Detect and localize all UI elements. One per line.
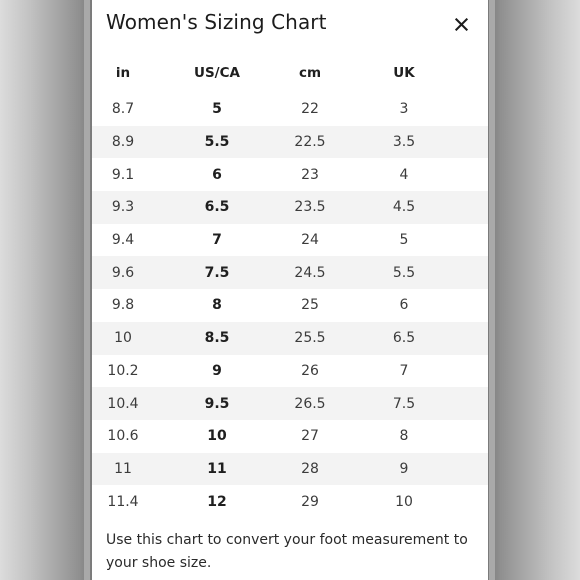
cell-in: 9.4 bbox=[111, 232, 135, 249]
cell-us-ca: 10 bbox=[207, 428, 227, 445]
table-row bbox=[92, 93, 488, 126]
cell-cm: 24.5 bbox=[294, 264, 326, 281]
header-cm: cm bbox=[298, 65, 322, 81]
cell-us-ca: 6.5 bbox=[204, 199, 230, 216]
cell-cm: 27 bbox=[301, 428, 319, 445]
header-us-ca: US/CA bbox=[194, 65, 240, 81]
cell-cm: 26 bbox=[301, 362, 319, 379]
modal-header bbox=[92, 0, 488, 52]
cell-us-ca: 12 bbox=[207, 493, 227, 510]
cell-us-ca: 5.5 bbox=[204, 134, 230, 151]
cell-in: 11 bbox=[114, 460, 132, 477]
table-row bbox=[92, 158, 488, 191]
table-row bbox=[92, 191, 488, 224]
cell-uk: 5.5 bbox=[392, 264, 416, 281]
cell-cm: 28 bbox=[301, 460, 319, 477]
header-in: in bbox=[115, 65, 131, 81]
table-row bbox=[92, 126, 488, 159]
cell-uk: 3.5 bbox=[392, 134, 416, 151]
cell-us-ca: 5 bbox=[212, 101, 222, 118]
footer-note: Use this chart to convert your foot measurement to your shoe size. bbox=[106, 532, 468, 571]
cell-us-ca: 7 bbox=[212, 232, 222, 249]
cell-uk: 4.5 bbox=[392, 199, 416, 216]
cell-uk: 3 bbox=[399, 101, 409, 118]
cell-in: 8.7 bbox=[111, 101, 135, 118]
cell-us-ca: 8 bbox=[212, 297, 222, 314]
table-row bbox=[92, 224, 488, 257]
cell-cm: 22 bbox=[301, 101, 319, 118]
cell-us-ca: 9 bbox=[212, 362, 222, 379]
cell-us-ca: 6 bbox=[212, 166, 222, 183]
cell-cm: 23 bbox=[301, 166, 319, 183]
cell-cm: 25 bbox=[301, 297, 319, 314]
cell-us-ca: 7.5 bbox=[204, 264, 230, 281]
close-icon bbox=[455, 18, 468, 31]
cell-uk: 10 bbox=[395, 493, 413, 510]
cell-in: 10.4 bbox=[107, 395, 139, 412]
cell-cm: 24 bbox=[301, 232, 319, 249]
sizing-chart-modal bbox=[92, 0, 488, 580]
cell-uk: 7 bbox=[399, 362, 409, 379]
cell-us-ca: 11 bbox=[207, 460, 227, 477]
cell-uk: 9 bbox=[399, 460, 409, 477]
cell-cm: 29 bbox=[301, 493, 319, 510]
table-row bbox=[92, 420, 488, 453]
backdrop-edge bbox=[489, 0, 495, 580]
cell-uk: 6 bbox=[399, 297, 409, 314]
cell-in: 9.3 bbox=[111, 199, 135, 216]
backdrop-edge bbox=[84, 0, 90, 580]
table-row bbox=[92, 355, 488, 388]
cell-uk: 7.5 bbox=[392, 395, 416, 412]
header-uk: UK bbox=[393, 65, 415, 81]
cell-cm: 23.5 bbox=[294, 199, 326, 216]
cell-in: 10.6 bbox=[107, 428, 139, 445]
table-row bbox=[92, 453, 488, 486]
cell-in: 8.9 bbox=[111, 134, 135, 151]
cell-uk: 8 bbox=[399, 428, 409, 445]
cell-us-ca: 8.5 bbox=[204, 330, 230, 347]
close-button[interactable] bbox=[450, 13, 472, 35]
cell-in: 9.8 bbox=[111, 297, 135, 314]
cell-cm: 25.5 bbox=[294, 330, 326, 347]
cell-uk: 6.5 bbox=[392, 330, 416, 347]
table-row bbox=[92, 256, 488, 289]
cell-in: 9.6 bbox=[111, 264, 135, 281]
cell-uk: 5 bbox=[399, 232, 409, 249]
table-row bbox=[92, 322, 488, 355]
table-header-row bbox=[92, 53, 488, 93]
cell-cm: 22.5 bbox=[294, 134, 326, 151]
cell-in: 9.1 bbox=[111, 166, 135, 183]
cell-cm: 26.5 bbox=[294, 395, 326, 412]
table-row bbox=[92, 387, 488, 420]
cell-us-ca: 9.5 bbox=[204, 395, 230, 412]
cell-in: 10.2 bbox=[107, 362, 139, 379]
sizing-table bbox=[92, 53, 488, 518]
modal-title: Women's Sizing Chart bbox=[106, 10, 327, 34]
table-row bbox=[92, 289, 488, 322]
cell-in: 11.4 bbox=[107, 493, 139, 510]
cell-in: 10 bbox=[114, 330, 132, 347]
cell-uk: 4 bbox=[399, 166, 409, 183]
table-row bbox=[92, 485, 488, 518]
